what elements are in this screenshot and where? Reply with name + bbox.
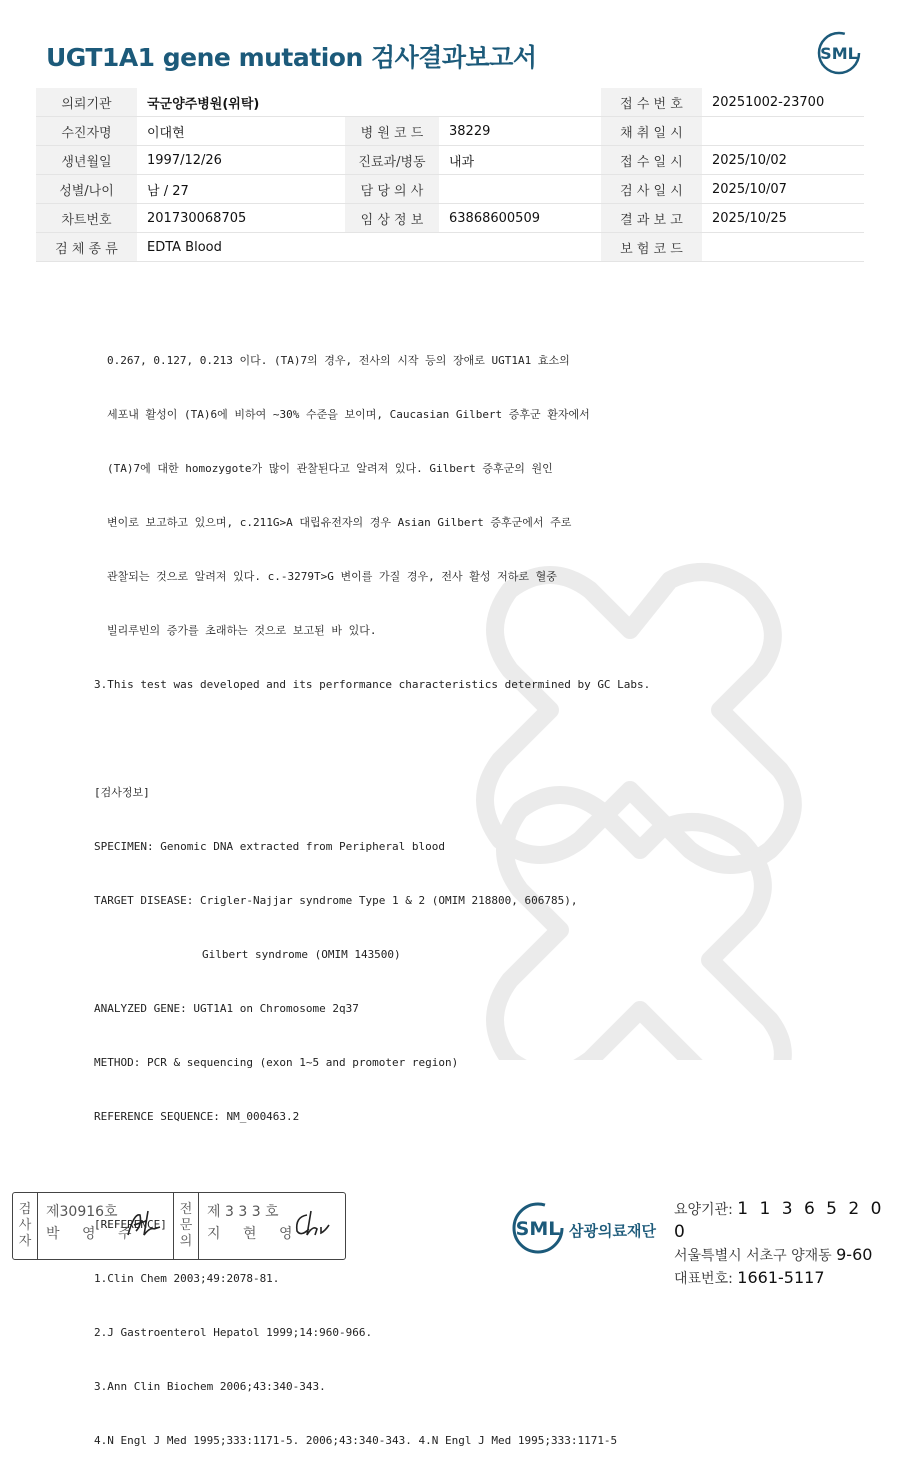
reference-item: 2.J Gastroenterol Hepatol 1999;14:960-966. [94, 1326, 373, 1339]
label-chart-no: 차트번호 [36, 204, 137, 233]
table-row [36, 233, 864, 262]
report-line: 관찰되는 것으로 알려져 있다. c.-3279T>G 변이를 가질 경우, 전사 활성 저하로 혈중 [107, 570, 557, 583]
report-note: 3.This test was developed and its performance characteristics determined by GC Labs. [94, 678, 651, 691]
value-receipt-date: 2025/10/02 [702, 146, 864, 175]
expert-label: 전 문 의 [174, 1193, 199, 1259]
tester-name: 박 영 주 [46, 1226, 141, 1242]
value-test-date: 2025/10/07 [702, 175, 864, 204]
reference-heading: [REFERENCE] [94, 1218, 167, 1231]
method-line: METHOD: PCR & sequencing (exon 1~5 and promoter region) [94, 1056, 459, 1069]
value-doctor [439, 175, 601, 204]
value-receipt-no: 20251002-23700 [702, 88, 864, 117]
page-title: UGT1A1 gene mutation 검사결과보고서 [46, 43, 537, 72]
specimen-line: SPECIMEN: Genomic DNA extracted from Peripheral blood [94, 840, 445, 853]
footer-address: 서울특별시 서초구 양재동 [674, 1248, 832, 1264]
sml-footer-logo-icon [510, 1200, 566, 1256]
label-hospital-code: 병 원 코 드 [345, 117, 439, 146]
label-receipt-no: 접 수 번 호 [601, 88, 702, 117]
footer-address-num: 9-60 [836, 1245, 873, 1264]
footer-phone-value: 1661-5117 [737, 1268, 825, 1287]
expert-name: 지 현 영 [207, 1226, 302, 1242]
value-collection-date [702, 117, 864, 146]
report-body [94, 316, 650, 1468]
label-birthdate: 생년월일 [36, 146, 137, 175]
reference-sequence-line: REFERENCE SEQUENCE: NM_000463.2 [94, 1110, 300, 1123]
label-sex-age: 성별/나이 [36, 175, 137, 204]
report-line: 세포내 활성이 (TA)6에 비하여 ~30% 수준을 보이며, Caucasian Gilbert 증후군 환자에서 [107, 408, 590, 421]
footer-phone-label: 대표번호: [674, 1271, 733, 1287]
footer-code-value: 1 1 3 6 5 2 0 0 [674, 1199, 885, 1242]
table-row [36, 146, 864, 175]
target-disease-line-2: Gilbert syndrome (OMIM 143500) [202, 948, 401, 961]
table-row [36, 88, 864, 117]
expert-cell [199, 1193, 335, 1259]
tester-signature-icon [124, 1207, 164, 1241]
value-hospital-code: 38229 [439, 117, 601, 146]
tester-cell [38, 1193, 174, 1259]
value-department: 내과 [439, 146, 601, 175]
value-report-date: 2025/10/25 [702, 204, 864, 233]
label-test-date: 검 사 일 시 [601, 175, 702, 204]
report-line: 빌리루빈의 증가를 초래하는 것으로 보고된 바 있다. [107, 624, 377, 637]
table-row [36, 175, 864, 204]
expert-license-no: 제 3 3 3 호 [207, 1204, 279, 1220]
logo-text: SML [820, 44, 858, 63]
footer-info [674, 1198, 900, 1290]
report-line: (TA)7에 대한 homozygote가 많이 관찰된다고 알려져 있다. Gilbert 증후군의 원인 [107, 462, 553, 475]
signature-stamp [12, 1192, 346, 1260]
value-insurance-code [702, 233, 864, 262]
footer-org-name: 삼광의료재단 [569, 1222, 656, 1240]
report-line: 변이로 보고하고 있으며, c.211G>A 대립유전자의 경우 Asian Gilbert 증후군에서 주로 [107, 516, 572, 529]
label-report-date: 결 과 보 고 [601, 204, 702, 233]
value-sex-age: 남 / 27 [137, 175, 345, 204]
reference-item: 3.Ann Clin Biochem 2006;43:340-343. [94, 1380, 326, 1393]
reference-item: 1.Clin Chem 2003;49:2078-81. [94, 1272, 280, 1285]
footer-code-label: 요양기관: [674, 1202, 733, 1218]
test-info-heading: [검사정보] [94, 786, 150, 799]
label-insurance-code: 보 험 코 드 [601, 233, 702, 262]
expert-signature-icon [291, 1207, 333, 1241]
reference-item: 4.N Engl J Med 1995;333:1171-5. 2006;43:340-343. 4.N Engl J Med 1995;333:1171-5 [94, 1434, 618, 1447]
label-specimen-type: 검 체 종 류 [36, 233, 137, 262]
value-specimen-type: EDTA Blood [137, 233, 601, 262]
value-patient-name: 이대현 [137, 117, 345, 146]
value-requester: 국군양주병원(위탁) [137, 88, 601, 117]
sml-logo-icon [816, 30, 862, 76]
label-patient-name: 수진자명 [36, 117, 137, 146]
value-clinical-info: 63868600509 [439, 204, 601, 233]
label-receipt-date: 접 수 일 시 [601, 146, 702, 175]
label-collection-date: 채 취 일 시 [601, 117, 702, 146]
label-doctor: 담 당 의 사 [345, 175, 439, 204]
report-line: 0.267, 0.127, 0.213 이다. (TA)7의 경우, 전사의 시작 등의 장애로 UGT1A1 효소의 [107, 354, 570, 367]
target-disease-line: TARGET DISEASE: Crigler-Najjar syndrome Type 1 & 2 (OMIM 218800, 606785), [94, 894, 578, 907]
value-chart-no: 201730068705 [137, 204, 345, 233]
analyzed-gene-line: ANALYZED GENE: UGT1A1 on Chromosome 2q37 [94, 1002, 359, 1015]
table-row [36, 204, 864, 233]
tester-license-no: 제30916호 [46, 1204, 118, 1220]
tester-label: 검 사 자 [13, 1193, 38, 1259]
footer-logo-text: SML [515, 1218, 561, 1240]
table-row [36, 117, 864, 146]
label-department: 진료과/병동 [345, 146, 439, 175]
value-birthdate: 1997/12/26 [137, 146, 345, 175]
label-clinical-info: 임 상 정 보 [345, 204, 439, 233]
label-requester: 의뢰기관 [36, 88, 137, 117]
patient-info-table [36, 88, 864, 262]
